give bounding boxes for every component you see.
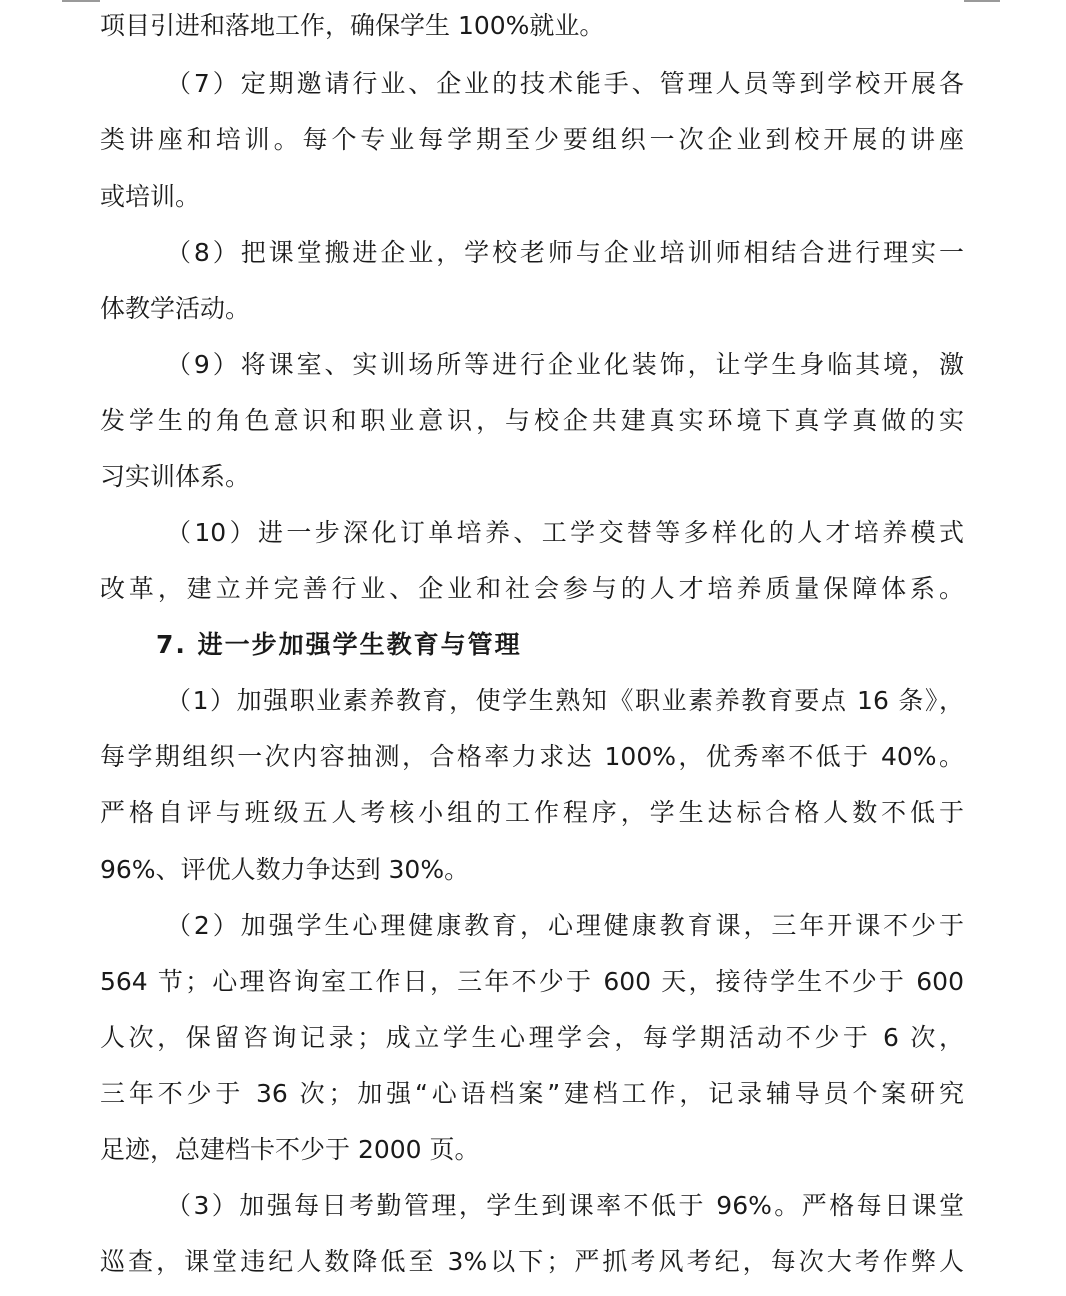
paragraph-9-line: 发学生的角色意识和职业意识，与校企共建真实环境下真学真做的实 xyxy=(100,406,964,435)
item-3-line: （3）加强每日考勤管理，学生到课率不低于 96%。严格每日课堂 xyxy=(166,1191,964,1220)
item-2-line: 人次，保留咨询记录；成立学生心理学会，每学期活动不少于 6 次， xyxy=(100,1023,964,1052)
item-2-line: 足迹，总建档卡不少于 2000 页。 xyxy=(100,1135,480,1164)
paragraph-9-line: 习实训体系。 xyxy=(100,462,251,491)
item-2-line: 三年不少于 36 次；加强“心语档案”建档工作，记录辅导员个案研究 xyxy=(100,1079,964,1108)
item-1-line: （1）加强职业素养教育，使学生熟知《职业素养教育要点 16 条》， xyxy=(166,686,964,715)
paragraph-7-line: 类讲座和培训。每个专业每学期至少要组织一次企业到校开展的讲座 xyxy=(100,125,964,154)
text-line: 项目引进和落地工作，确保学生 100%就业。 xyxy=(100,11,605,40)
section-heading: 7. 进一步加强学生教育与管理 xyxy=(156,630,522,659)
item-3-line: 巡查，课堂违纪人数降低至 3%以下；严抓考风考纪，每次大考作弊人 xyxy=(100,1247,964,1276)
item-1-line: 严格自评与班级五人考核小组的工作程序，学生达标合格人数不低于 xyxy=(100,798,964,827)
item-2-line: （2）加强学生心理健康教育，心理健康教育课，三年开课不少于 xyxy=(166,911,964,940)
paragraph-10-line: （10）进一步深化订单培养、工学交替等多样化的人才培养模式 xyxy=(166,518,964,547)
paragraph-7-line: 或培训。 xyxy=(100,182,201,211)
paragraph-8-line: 体教学活动。 xyxy=(100,294,251,323)
top-right-edge-mark xyxy=(964,0,1000,2)
paragraph-9-line: （9）将课室、实训场所等进行企业化装饰，让学生身临其境，激 xyxy=(166,350,964,379)
paragraph-10-line: 改革，建立并完善行业、企业和社会参与的人才培养质量保障体系。 xyxy=(100,574,964,603)
item-1-line: 每学期组织一次内容抽测，合格率力求达 100%，优秀率不低于 40%。 xyxy=(100,742,964,771)
paragraph-7-line: （7）定期邀请行业、企业的技术能手、管理人员等到学校开展各 xyxy=(166,69,964,98)
paragraph-8-line: （8）把课堂搬进企业，学校老师与企业培训师相结合进行理实一 xyxy=(166,238,964,267)
item-2-line: 564 节；心理咨询室工作日，三年不少于 600 天，接待学生不少于 600 xyxy=(100,967,964,996)
top-left-edge-mark xyxy=(62,0,100,2)
item-1-line: 96%、评优人数力争达到 30%。 xyxy=(100,855,470,884)
